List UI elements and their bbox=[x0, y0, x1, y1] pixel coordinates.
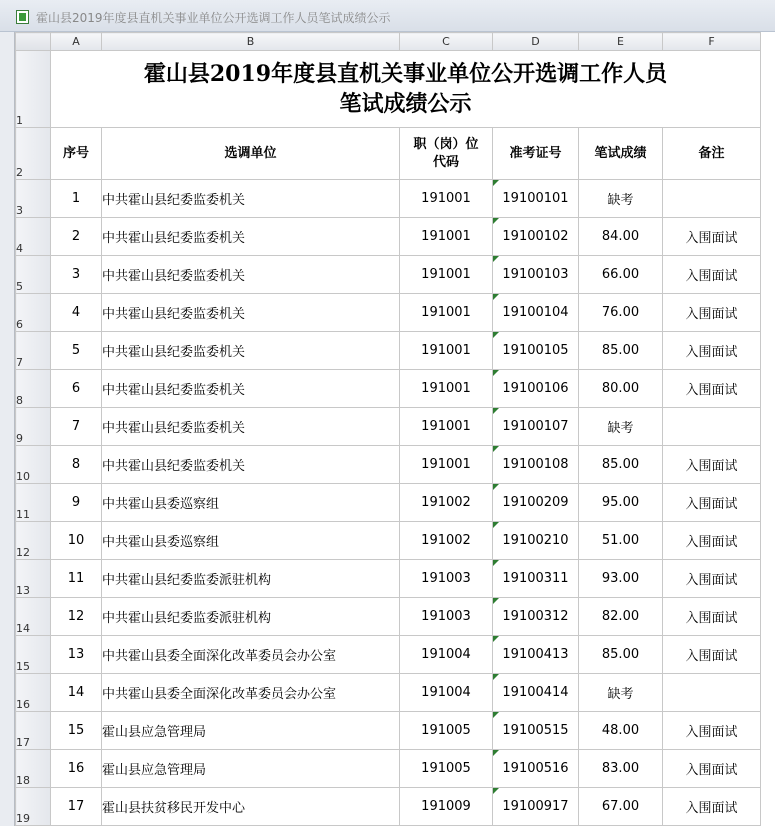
cell-ticket[interactable]: 19100104 bbox=[493, 294, 579, 332]
cell-unit[interactable]: 中共霍山县委巡察组 bbox=[102, 484, 400, 522]
header-remark[interactable]: 备注 bbox=[663, 128, 761, 180]
column-header-f[interactable]: F bbox=[663, 33, 761, 51]
cell-unit[interactable]: 中共霍山县纪委监委机关 bbox=[102, 332, 400, 370]
cell-seq[interactable]: 11 bbox=[51, 560, 102, 598]
sheet-title-cell[interactable] bbox=[51, 51, 761, 128]
cell-remark[interactable]: 入围面试 bbox=[663, 294, 761, 332]
row-header[interactable]: 19 bbox=[16, 788, 51, 826]
cell-code[interactable]: 191001 bbox=[400, 294, 493, 332]
cell-score[interactable]: 82.00 bbox=[579, 598, 663, 636]
cell-seq[interactable]: 8 bbox=[51, 446, 102, 484]
cell-unit[interactable]: 中共霍山县委巡察组 bbox=[102, 522, 400, 560]
cell-ticket[interactable]: 19100103 bbox=[493, 256, 579, 294]
cell-ticket[interactable]: 19100102 bbox=[493, 218, 579, 256]
row-header[interactable]: 7 bbox=[16, 332, 51, 370]
row-header[interactable]: 18 bbox=[16, 750, 51, 788]
cell-code[interactable]: 191001 bbox=[400, 408, 493, 446]
header-code[interactable] bbox=[400, 128, 493, 180]
table-row bbox=[16, 294, 761, 332]
table-row bbox=[16, 256, 761, 294]
cell-unit[interactable]: 中共霍山县纪委监委机关 bbox=[102, 446, 400, 484]
cell-seq[interactable]: 7 bbox=[51, 408, 102, 446]
cell-seq[interactable]: 13 bbox=[51, 636, 102, 674]
column-header-c[interactable]: C bbox=[400, 33, 493, 51]
score-table bbox=[15, 32, 761, 826]
table-row bbox=[16, 522, 761, 560]
cell-code[interactable]: 191001 bbox=[400, 446, 493, 484]
cell-seq[interactable]: 5 bbox=[51, 332, 102, 370]
cell-remark[interactable]: 入围面试 bbox=[663, 256, 761, 294]
row-header[interactable]: 8 bbox=[16, 370, 51, 408]
cell-code[interactable]: 191004 bbox=[400, 674, 493, 712]
spreadsheet-grid[interactable] bbox=[15, 32, 775, 826]
window-title: 霍山县2019年度县直机关事业单位公开选调工作人员笔试成绩公示 bbox=[36, 11, 391, 25]
cell-code[interactable]: 191009 bbox=[400, 788, 493, 826]
row-header[interactable]: 17 bbox=[16, 712, 51, 750]
row-header[interactable]: 3 bbox=[16, 180, 51, 218]
cell-code[interactable]: 191001 bbox=[400, 256, 493, 294]
cell-code[interactable]: 191001 bbox=[400, 180, 493, 218]
cell-ticket[interactable]: 19100107 bbox=[493, 408, 579, 446]
cell-code[interactable]: 191001 bbox=[400, 332, 493, 370]
table-row bbox=[16, 484, 761, 522]
cell-unit[interactable]: 中共霍山县纪委监委机关 bbox=[102, 256, 400, 294]
cell-seq[interactable]: 15 bbox=[51, 712, 102, 750]
cell-remark[interactable]: 入围面试 bbox=[663, 750, 761, 788]
cell-remark[interactable]: 入围面试 bbox=[663, 560, 761, 598]
cell-remark[interactable]: 入围面试 bbox=[663, 712, 761, 750]
cell-remark[interactable]: 入围面试 bbox=[663, 332, 761, 370]
cell-code[interactable]: 191001 bbox=[400, 370, 493, 408]
cell-ticket[interactable]: 19100515 bbox=[493, 712, 579, 750]
cell-remark[interactable]: 入围面试 bbox=[663, 446, 761, 484]
cell-unit[interactable]: 中共霍山县纪委监委派驻机构 bbox=[102, 560, 400, 598]
cell-code[interactable]: 191005 bbox=[400, 712, 493, 750]
cell-ticket[interactable]: 19100414 bbox=[493, 674, 579, 712]
window-titlebar bbox=[0, 0, 775, 32]
table-row bbox=[16, 218, 761, 256]
cell-score[interactable]: 80.00 bbox=[579, 370, 663, 408]
table-row bbox=[16, 750, 761, 788]
cell-code[interactable]: 191001 bbox=[400, 218, 493, 256]
cell-score[interactable]: 缺考 bbox=[579, 674, 663, 712]
row-header[interactable]: 5 bbox=[16, 256, 51, 294]
cell-unit[interactable]: 中共霍山县纪委监委机关 bbox=[102, 218, 400, 256]
cell-score[interactable]: 95.00 bbox=[579, 484, 663, 522]
cell-score[interactable]: 85.00 bbox=[579, 636, 663, 674]
cell-code[interactable]: 191005 bbox=[400, 750, 493, 788]
data-rows bbox=[16, 180, 761, 826]
cell-ticket[interactable]: 19100516 bbox=[493, 750, 579, 788]
cell-score[interactable]: 66.00 bbox=[579, 256, 663, 294]
row-header[interactable]: 1 bbox=[16, 51, 51, 128]
cell-ticket[interactable]: 19100413 bbox=[493, 636, 579, 674]
cell-remark[interactable]: 入围面试 bbox=[663, 788, 761, 826]
row-header[interactable]: 16 bbox=[16, 674, 51, 712]
table-row bbox=[16, 598, 761, 636]
row-header[interactable]: 9 bbox=[16, 408, 51, 446]
row-header[interactable]: 12 bbox=[16, 522, 51, 560]
table-row bbox=[16, 636, 761, 674]
cell-ticket[interactable]: 19100106 bbox=[493, 370, 579, 408]
cell-code[interactable]: 191003 bbox=[400, 598, 493, 636]
cell-unit[interactable]: 中共霍山县纪委监委机关 bbox=[102, 408, 400, 446]
sheet-title-line1: 霍山县2019年度县直机关事业单位公开选调工作人员 bbox=[143, 61, 668, 87]
cell-ticket[interactable]: 19100311 bbox=[493, 560, 579, 598]
row-header[interactable]: 15 bbox=[16, 636, 51, 674]
cell-score[interactable]: 84.00 bbox=[579, 218, 663, 256]
table-row bbox=[16, 332, 761, 370]
cell-score[interactable]: 85.00 bbox=[579, 332, 663, 370]
header-code-line1: 职（岗）位 bbox=[413, 136, 479, 152]
cell-ticket[interactable]: 19100105 bbox=[493, 332, 579, 370]
row-header[interactable]: 10 bbox=[16, 446, 51, 484]
row-header[interactable]: 2 bbox=[16, 128, 51, 180]
column-header-a[interactable]: A bbox=[51, 33, 102, 51]
cell-score[interactable]: 48.00 bbox=[579, 712, 663, 750]
cell-ticket[interactable]: 19100101 bbox=[493, 180, 579, 218]
cell-unit[interactable]: 中共霍山县纪委监委机关 bbox=[102, 294, 400, 332]
cell-seq[interactable]: 12 bbox=[51, 598, 102, 636]
cell-code[interactable]: 191004 bbox=[400, 636, 493, 674]
cell-seq[interactable]: 10 bbox=[51, 522, 102, 560]
cell-ticket[interactable]: 19100917 bbox=[493, 788, 579, 826]
cell-unit[interactable]: 中共霍山县纪委监委机关 bbox=[102, 180, 400, 218]
table-row bbox=[16, 560, 761, 598]
select-all-corner[interactable] bbox=[16, 33, 51, 51]
row-header[interactable]: 13 bbox=[16, 560, 51, 598]
cell-seq[interactable]: 17 bbox=[51, 788, 102, 826]
row-header[interactable]: 6 bbox=[16, 294, 51, 332]
row-header[interactable]: 14 bbox=[16, 598, 51, 636]
cell-score[interactable]: 76.00 bbox=[579, 294, 663, 332]
cell-remark[interactable] bbox=[663, 674, 761, 712]
cell-unit[interactable]: 霍山县应急管理局 bbox=[102, 712, 400, 750]
cell-remark[interactable]: 入围面试 bbox=[663, 522, 761, 560]
table-row bbox=[16, 788, 761, 826]
column-header-d[interactable]: D bbox=[493, 33, 579, 51]
header-unit[interactable]: 选调单位 bbox=[102, 128, 400, 180]
cell-score[interactable]: 93.00 bbox=[579, 560, 663, 598]
column-header-e[interactable]: E bbox=[579, 33, 663, 51]
cell-remark[interactable]: 入围面试 bbox=[663, 218, 761, 256]
cell-unit[interactable]: 霍山县应急管理局 bbox=[102, 750, 400, 788]
cell-score[interactable]: 缺考 bbox=[579, 408, 663, 446]
cell-unit[interactable]: 中共霍山县纪委监委派驻机构 bbox=[102, 598, 400, 636]
header-score[interactable]: 笔试成绩 bbox=[579, 128, 663, 180]
cell-unit[interactable]: 霍山县扶贫移民开发中心 bbox=[102, 788, 400, 826]
sheet-left-gutter bbox=[0, 32, 15, 826]
row-header[interactable]: 4 bbox=[16, 218, 51, 256]
header-ticket[interactable]: 准考证号 bbox=[493, 128, 579, 180]
table-row bbox=[16, 446, 761, 484]
cell-ticket[interactable]: 19100108 bbox=[493, 446, 579, 484]
cell-seq[interactable]: 14 bbox=[51, 674, 102, 712]
cell-code[interactable]: 191002 bbox=[400, 484, 493, 522]
table-row bbox=[16, 674, 761, 712]
cell-score[interactable]: 67.00 bbox=[579, 788, 663, 826]
cell-remark[interactable] bbox=[663, 408, 761, 446]
cell-remark[interactable]: 入围面试 bbox=[663, 370, 761, 408]
cell-remark[interactable]: 入围面试 bbox=[663, 598, 761, 636]
cell-unit[interactable]: 中共霍山县委全面深化改革委员会办公室 bbox=[102, 674, 400, 712]
row-header[interactable]: 11 bbox=[16, 484, 51, 522]
header-code-line2: 代码 bbox=[432, 154, 459, 170]
cell-ticket[interactable]: 19100209 bbox=[493, 484, 579, 522]
cell-seq[interactable]: 3 bbox=[51, 256, 102, 294]
cell-ticket[interactable]: 19100312 bbox=[493, 598, 579, 636]
spreadsheet-app-icon bbox=[16, 10, 29, 24]
table-row bbox=[16, 712, 761, 750]
cell-seq[interactable]: 4 bbox=[51, 294, 102, 332]
header-seq[interactable]: 序号 bbox=[51, 128, 102, 180]
cell-score[interactable]: 85.00 bbox=[579, 446, 663, 484]
cell-unit[interactable]: 中共霍山县委全面深化改革委员会办公室 bbox=[102, 636, 400, 674]
cell-unit[interactable]: 中共霍山县纪委监委机关 bbox=[102, 370, 400, 408]
cell-score[interactable]: 缺考 bbox=[579, 180, 663, 218]
cell-code[interactable]: 191003 bbox=[400, 560, 493, 598]
table-row bbox=[16, 370, 761, 408]
cell-seq[interactable]: 2 bbox=[51, 218, 102, 256]
cell-remark[interactable]: 入围面试 bbox=[663, 636, 761, 674]
cell-code[interactable]: 191002 bbox=[400, 522, 493, 560]
cell-remark[interactable] bbox=[663, 180, 761, 218]
cell-score[interactable]: 83.00 bbox=[579, 750, 663, 788]
table-row bbox=[16, 180, 761, 218]
cell-score[interactable]: 51.00 bbox=[579, 522, 663, 560]
cell-seq[interactable]: 9 bbox=[51, 484, 102, 522]
cell-seq[interactable]: 6 bbox=[51, 370, 102, 408]
cell-seq[interactable]: 1 bbox=[51, 180, 102, 218]
cell-seq[interactable]: 16 bbox=[51, 750, 102, 788]
cell-remark[interactable]: 入围面试 bbox=[663, 484, 761, 522]
column-header-b[interactable]: B bbox=[102, 33, 400, 51]
table-row bbox=[16, 408, 761, 446]
sheet-title-line2: 笔试成绩公示 bbox=[339, 91, 472, 117]
cell-ticket[interactable]: 19100210 bbox=[493, 522, 579, 560]
